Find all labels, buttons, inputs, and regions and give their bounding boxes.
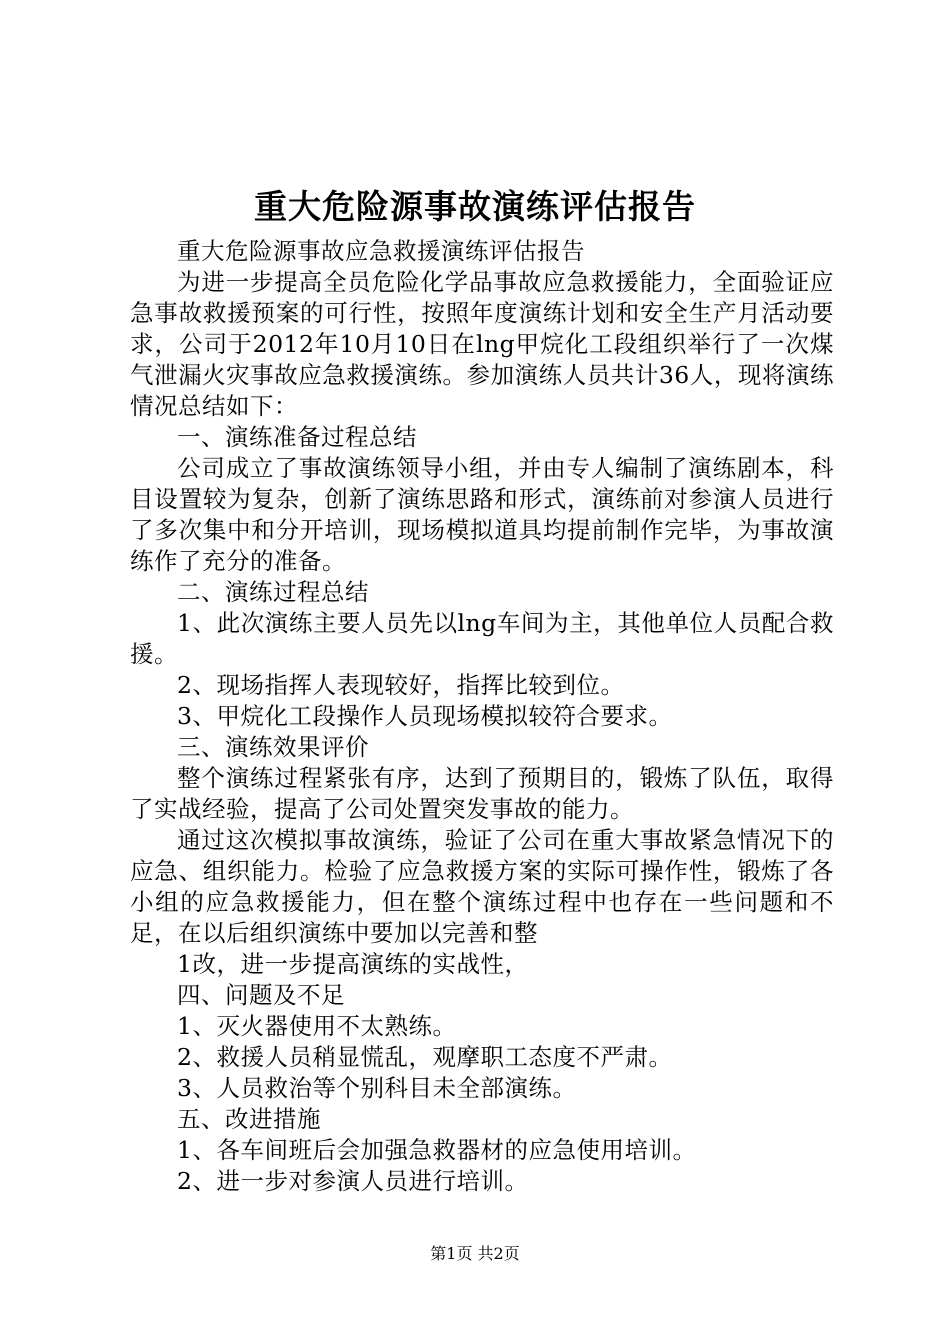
list-item-problem-3: 3、人员救治等个别科目未全部演练。 — [177, 1074, 577, 1102]
list-item-process-2: 2、现场指挥人表现较好，指挥比较到位。 — [177, 671, 625, 699]
list-item-improvement-1: 1、各车间班后会加强急救器材的应急使用培训。 — [177, 1136, 697, 1164]
document-body — [130, 236, 834, 1197]
section-heading-process: 二、演练过程总结 — [177, 578, 369, 606]
list-item-improvement-2: 2、进一步对参演人员进行培训。 — [177, 1167, 529, 1195]
list-item-problem-2: 2、救援人员稍显慌乱，观摩职工态度不严肃。 — [177, 1043, 673, 1071]
paragraph-preparation: 公司成立了事故演练领导小组，并由专人编制了演练剧本，科目设置较为复杂，创新了演练思路和形式，演练前对参演人员进行了多次集中和分开培训，现场模拟道具均提前制作完毕，为事故演练作了充分的准备。 — [130, 454, 834, 575]
section-heading-problems: 四、问题及不足 — [177, 981, 345, 1009]
document-title: 重大危险源事故演练评估报告 — [254, 187, 696, 226]
paragraph-evaluation-2: 通过这次模拟事故演练，验证了公司在重大事故紧急情况下的应急、组织能力。检验了应急救援方案的实际可操作性，锻炼了各小组的应急救援能力，但在整个演练过程中也存在一些问题和不足，在以后组织演练中要加以完善和整 — [130, 826, 834, 947]
paragraph-evaluation-3: 1改，进一步提高演练的实战性， — [177, 950, 529, 978]
paragraph-intro: 为进一步提高全员危险化学品事故应急救援能力，全面验证应急事故救援预案的可行性，按照年度演练计划和安全生产月活动要求，公司于2012年10月10日在lng甲烷化工段组织举行了一次煤气泄漏火灾事故应急救援演练。参加演练人员共计36人，现将演练情况总结如下： — [130, 268, 834, 420]
list-item-process-3: 3、甲烷化工段操作人员现场模拟较符合要求。 — [177, 702, 673, 730]
section-heading-preparation: 一、演练准备过程总结 — [177, 423, 417, 451]
page-footer: 第1页 共2页 — [430, 1244, 520, 1263]
section-heading-evaluation: 三、演练效果评价 — [177, 733, 369, 761]
list-item-problem-1: 1、灭火器使用不太熟练。 — [177, 1012, 457, 1040]
paragraph-evaluation-1: 整个演练过程紧张有序，达到了预期目的，锻炼了队伍，取得了实战经验，提高了公司处置突发事故的能力。 — [130, 764, 834, 823]
section-heading-improvements: 五、改进措施 — [177, 1105, 321, 1133]
paragraph-subtitle: 重大危险源事故应急救援演练评估报告 — [177, 237, 585, 265]
list-item-process-1: 1、此次演练主要人员先以lng车间为主，其他单位人员配合救援。 — [130, 609, 834, 668]
